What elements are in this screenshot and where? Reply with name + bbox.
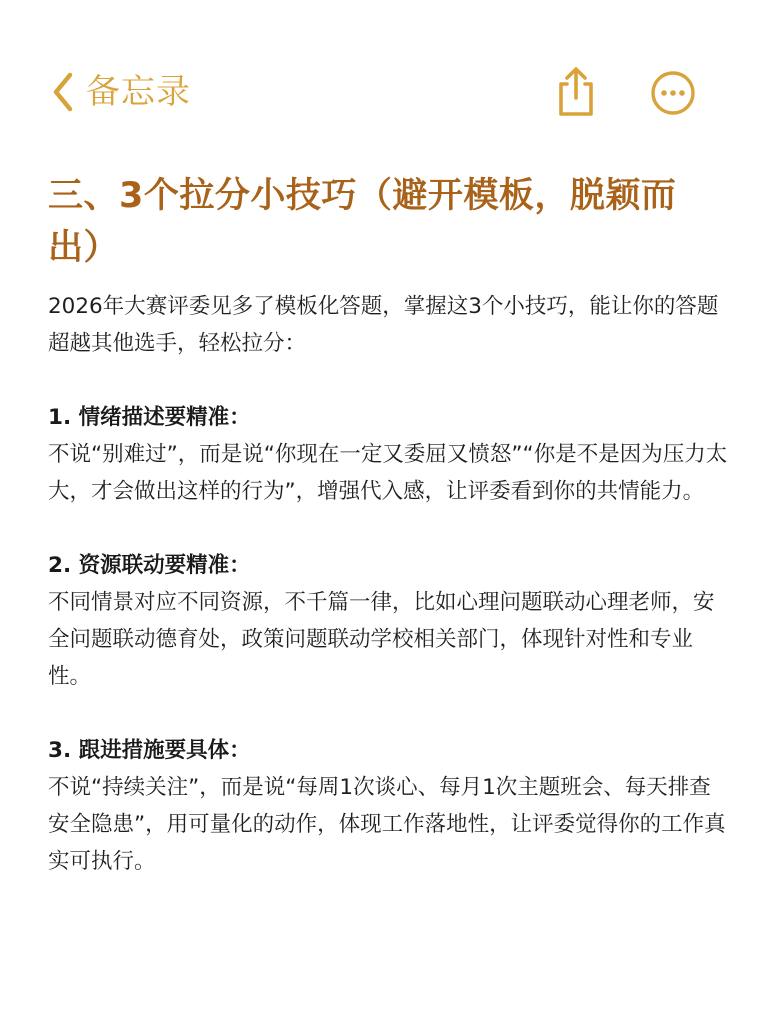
more-icon: [650, 70, 696, 116]
tip-section-1: [48, 399, 728, 510]
tip-heading: 2. 资源联动要精准：: [48, 553, 251, 578]
back-button[interactable]: [48, 66, 191, 118]
note-title: 三、3个拉分小技巧（避开模板，脱颖而出）: [48, 176, 677, 268]
note-content[interactable]: [48, 170, 728, 880]
more-button[interactable]: [650, 70, 696, 116]
tip-body: 不说“别难过”，而是说“你现在一定又委屈又愤怒”“你是不是因为压力太大，才会做出这样的行为”，增强代入感，让评委看到你的共情能力。: [48, 442, 728, 504]
tip-body: 不同情景对应不同资源，不千篇一律，比如心理问题联动心理老师，安全问题联动德育处，政策问题联动学校相关部门，体现针对性和专业性。: [48, 590, 715, 689]
share-button[interactable]: [552, 66, 600, 118]
tip-heading: 3. 跟进措施要具体：: [48, 738, 251, 763]
navigation-bar: [0, 0, 768, 150]
tip-body: 不说“持续关注”，而是说“每周1次谈心、每月1次主题班会、每天排查安全隐患”，用可量化的动作，体现工作落地性，让评委觉得你的工作真实可执行。: [48, 775, 726, 874]
chevron-left-icon: [48, 69, 78, 115]
note-intro: 2026年大赛评委见多了模板化答题，掌握这3个小技巧，能让你的答题超越其他选手，轻松拉分：: [48, 294, 719, 356]
share-icon: [552, 66, 600, 118]
tip-heading: 1. 情绪描述要精准：: [48, 405, 251, 430]
back-label: 备忘录: [86, 72, 191, 112]
tip-section-2: [48, 547, 728, 695]
tip-section-3: [48, 732, 728, 880]
